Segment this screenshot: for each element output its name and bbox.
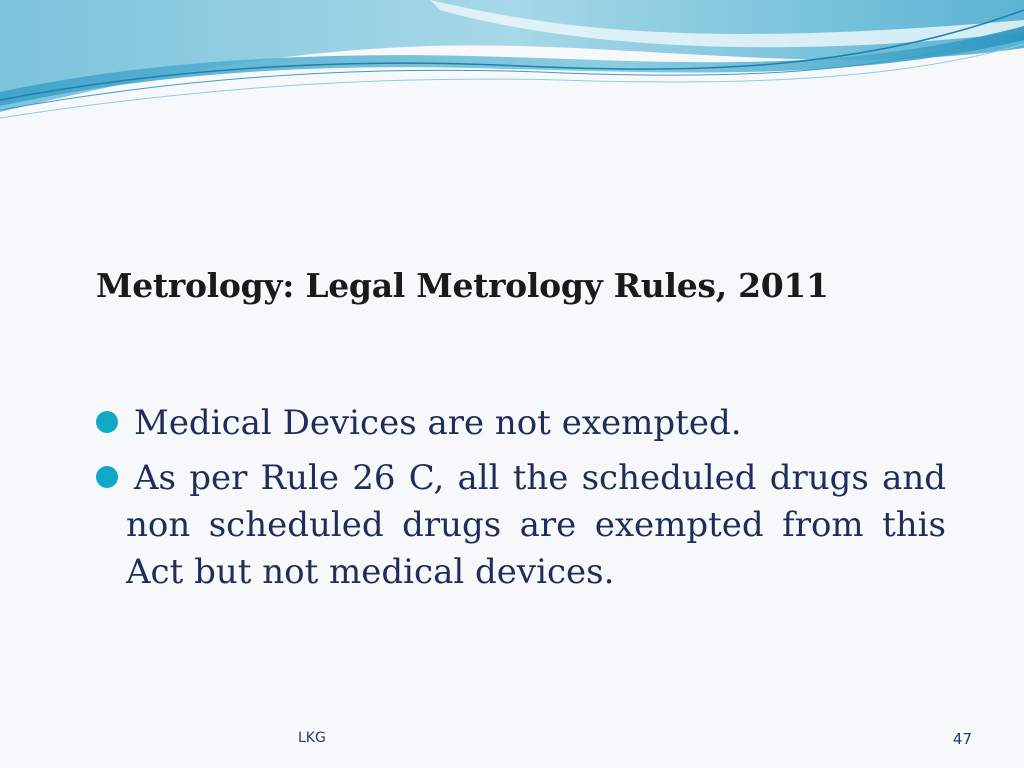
bullet-text: As per Rule 26 C, all the scheduled drugs and non scheduled drugs are exempted from this Act but not medical devices. [126, 458, 946, 592]
bullet-text: Medical Devices are not exempted. [134, 403, 742, 443]
bullet-item [96, 400, 946, 447]
bullet-icon [96, 466, 118, 488]
slide-title: Metrology: Legal Metrology Rules, 2011 [96, 266, 829, 305]
page-number: 47 [952, 730, 972, 748]
bullet-icon [96, 411, 118, 433]
wave-header-decoration [0, 0, 1024, 130]
bullet-item [96, 455, 946, 596]
footer-label: LKG [298, 730, 326, 746]
bullet-list [96, 400, 946, 604]
